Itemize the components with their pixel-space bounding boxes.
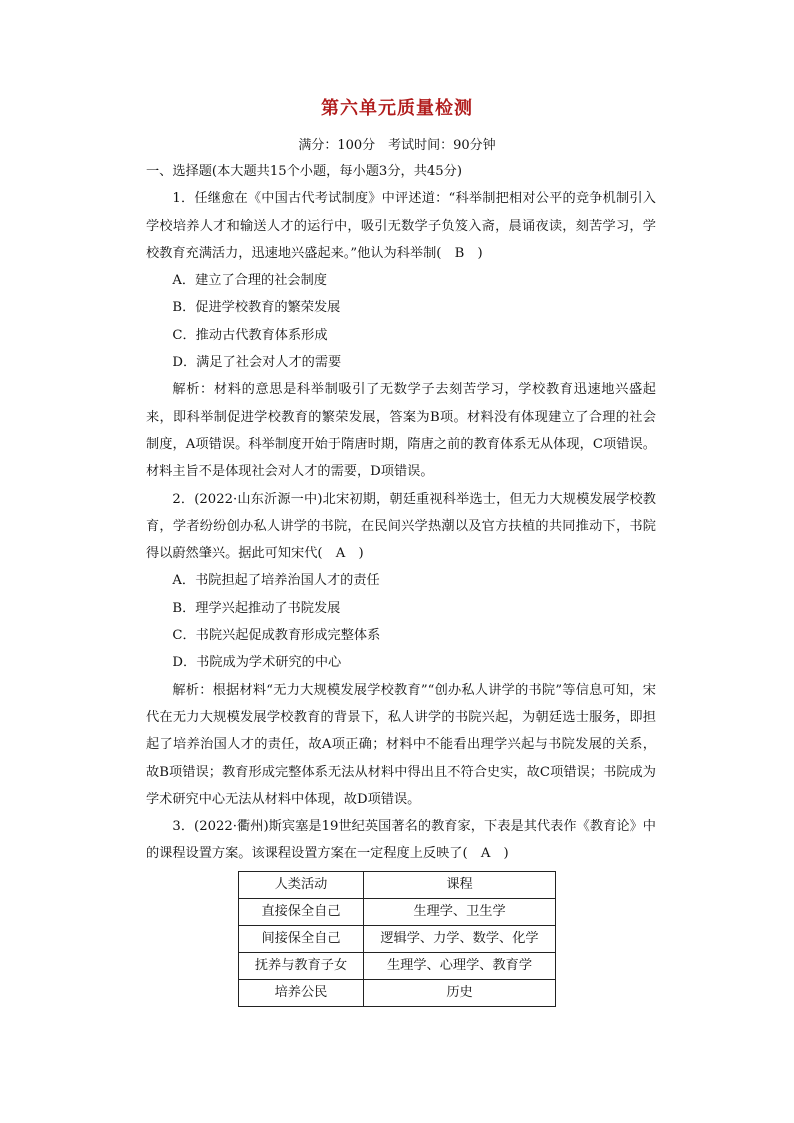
table-cell: 间接保全自己 [239, 925, 364, 952]
table-cell: 历史 [364, 979, 556, 1006]
table-cell: 逻辑学、力学、数学、化学 [364, 925, 556, 952]
table-cell: 抚养与教育子女 [239, 952, 364, 979]
question-2-stem: 2．(2022·山东沂源一中)北宋初期，朝廷重视科举选士，但无力大规模发展学校教育，学者纷纷创办私人讲学的书院，在民间兴学热潮以及官方扶植的共同推动下，书院得以蔚然肇兴。据此可知宋代( A ) [146, 491, 656, 562]
question-2-option-c: C．书院兴起促成教育形成完整体系 [172, 628, 381, 644]
table-row [239, 979, 556, 1006]
table-row [239, 952, 556, 979]
question-3-stem: 3．(2022·衢州)斯宾塞是19世纪英国著名的教育家，下表是其代表作《教育论》中的课程设置方案。该课程设置方案在一定程度上反映了( A ) [146, 819, 656, 862]
exam-meta: 满分：100分 考试时间：90分钟 [298, 138, 496, 153]
question-1-option-a: A．建立了合理的社会制度 [172, 273, 327, 289]
question-2-analysis: 解析：根据材料“无力大规模发展学校教育”“创办私人讲学的书院”等信息可知，宋代在无力大规模发展学校教育的背景下，私人讲学的书院兴起，为朝廷选士服务，即担起了培养治国人才的责任，故A项正确；材料中不能看出理学兴起与书院发展的关系，故B项错误；教育形成完整体系无法从材料中得出且不符合史实，故C项错误；书院成为学术研究中心无法从材料中体现，故D项错误。 [146, 682, 656, 807]
table-cell: 生理学、心理学、教育学 [364, 952, 556, 979]
question-1-option-b: B．促进学校教育的繁荣发展 [172, 300, 341, 316]
question-1-option-c: C．推动古代教育体系形成 [172, 327, 328, 343]
table-header-cell: 人类活动 [239, 871, 364, 898]
page-title: 第六单元质量检测 [321, 98, 473, 119]
table-cell: 直接保全自己 [239, 898, 364, 925]
exam-content [146, 158, 656, 1007]
table-header-cell: 课程 [364, 871, 556, 898]
table-cell: 生理学、卫生学 [364, 898, 556, 925]
question-2-option-d: D．书院成为学术研究的中心 [172, 655, 342, 671]
question-2-option-b: B．理学兴起推动了书院发展 [172, 600, 341, 616]
question-1-stem: 1．任继愈在《中国古代考试制度》中评述道：“科举制把相对公平的竞争机制引入学校培养人才和输送人才的运行中，吸引无数学子负笈入斋，晨诵夜读，刻苦学习，学校教育充满活力，迅速地兴盛起来。”他认为科举制( B ) [146, 191, 656, 261]
curriculum-table [238, 871, 556, 1007]
table-cell: 培养公民 [239, 979, 364, 1006]
question-1-analysis: 解析：材料的意思是科举制吸引了无数学子去刻苦学习，学校教育迅速地兴盛起来，即科举制促进学校教育的繁荣发展，答案为B项。材料没有体现建立了合理的社会制度，A项错误。科举制度开始于隋唐时期，隋唐之前的教育体系无从体现，C项错误。材料主旨不是体现社会对人才的需要，D项错误。 [146, 382, 656, 480]
table-header-row [239, 871, 556, 898]
table-row [239, 898, 556, 925]
question-1-option-d: D．满足了社会对人才的需要 [172, 355, 342, 371]
section-heading: 一、选择题(本大题共15个小题，每小题3分，共45分) [146, 164, 462, 179]
table-row [239, 925, 556, 952]
question-2-option-a: A．书院担起了培养治国人才的责任 [172, 573, 380, 589]
